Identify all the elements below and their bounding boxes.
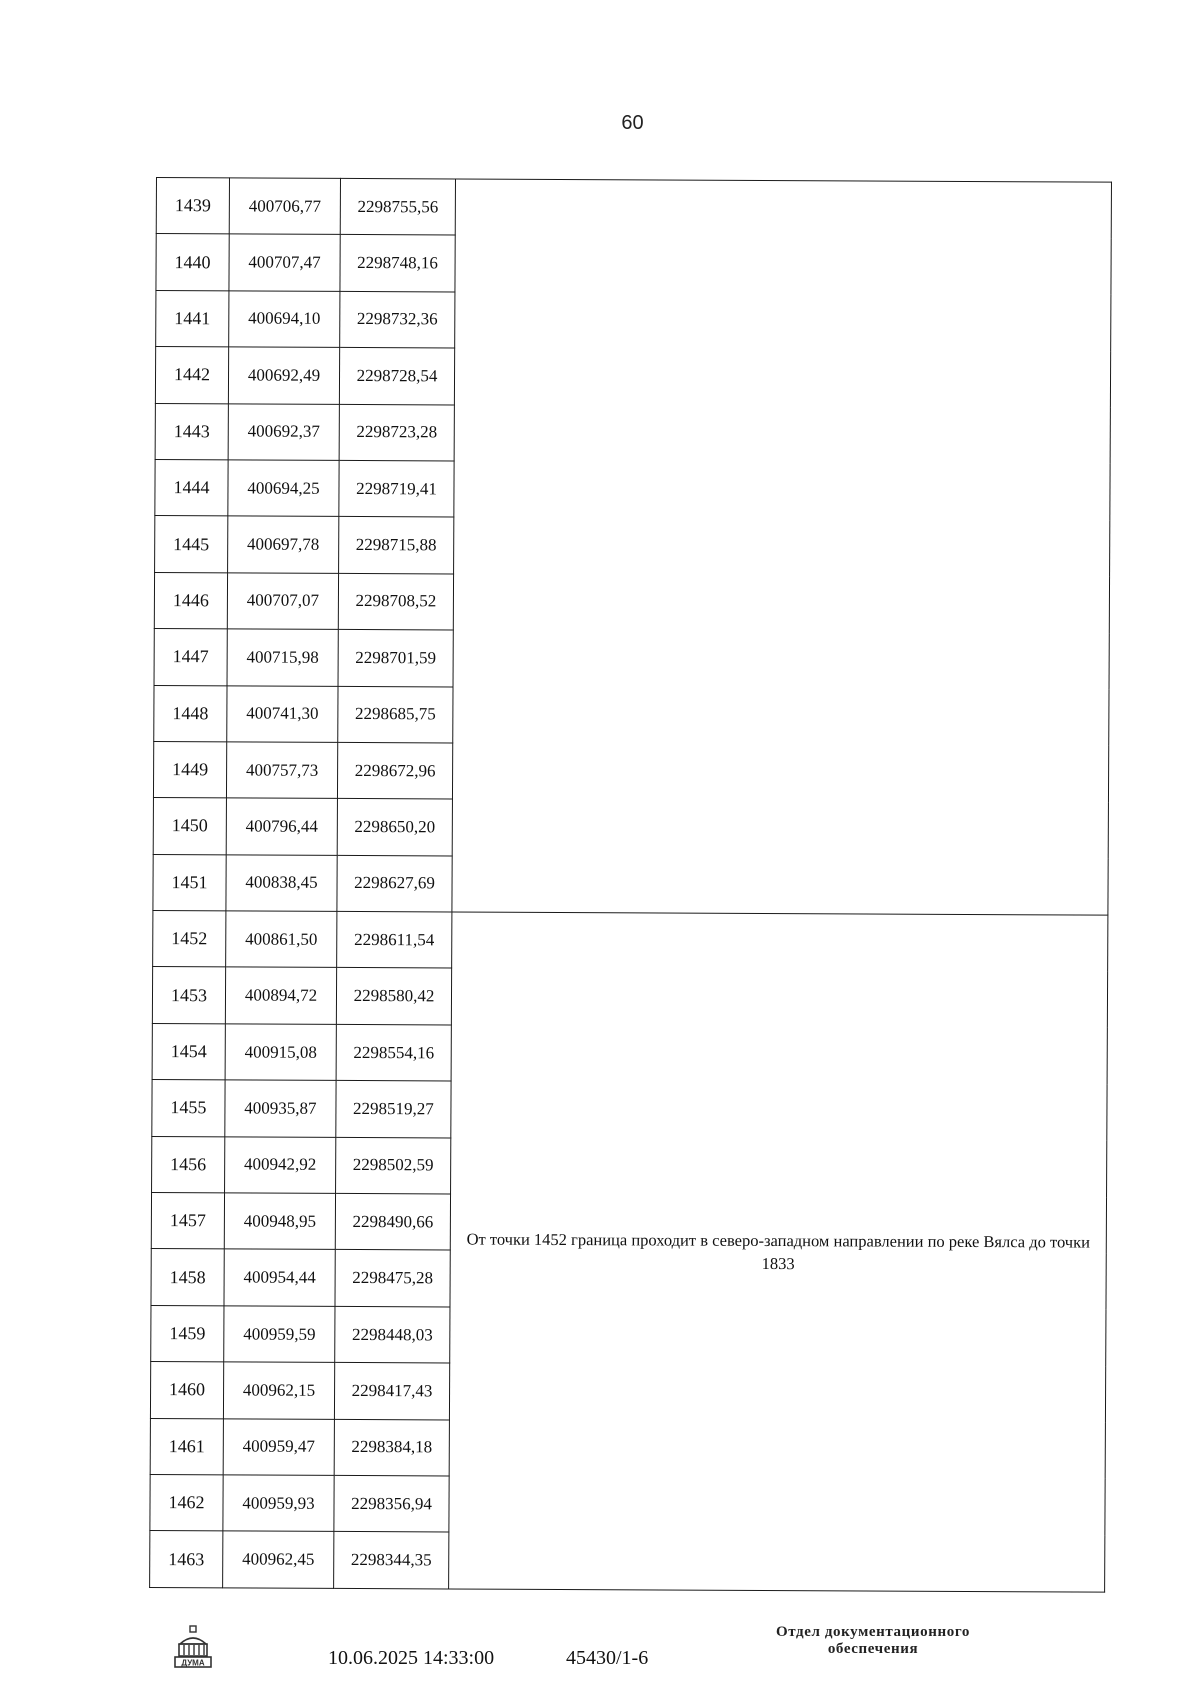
point-number-cell: 1444 — [155, 459, 228, 516]
y-coordinate-cell: 2298554,16 — [336, 1024, 451, 1081]
coordinates-table — [149, 177, 1112, 1593]
point-number-cell: 1439 — [156, 178, 229, 235]
x-coordinate-cell: 400707,07 — [227, 573, 338, 630]
x-coordinate-cell: 400694,25 — [228, 460, 339, 517]
x-coordinate-cell: 400692,37 — [228, 403, 339, 460]
table-row — [153, 911, 1108, 972]
x-coordinate-cell: 400915,08 — [225, 1024, 336, 1081]
point-number-cell: 1447 — [154, 629, 227, 686]
y-coordinate-cell: 2298650,20 — [337, 799, 452, 856]
y-coordinate-cell: 2298719,41 — [339, 460, 454, 517]
point-number-cell: 1451 — [153, 854, 226, 911]
y-coordinate-cell: 2298580,42 — [336, 968, 451, 1025]
point-number-cell: 1448 — [154, 685, 227, 742]
x-coordinate-cell: 400959,93 — [223, 1475, 334, 1532]
point-number-cell: 1440 — [156, 234, 229, 291]
point-number-cell: 1449 — [153, 741, 226, 798]
y-coordinate-cell: 2298685,75 — [338, 686, 453, 743]
x-coordinate-cell: 400741,30 — [227, 685, 338, 742]
point-number-cell: 1458 — [151, 1249, 224, 1306]
y-coordinate-cell: 2298384,18 — [334, 1419, 449, 1476]
point-number-cell: 1461 — [150, 1418, 223, 1475]
boundary-description-cell: От точки 1452 граница проходит в северо-западном направлении по реке Вялса до точки 1833 — [449, 912, 1108, 1592]
y-coordinate-cell: 2298672,96 — [337, 742, 452, 799]
y-coordinate-cell: 2298344,35 — [334, 1532, 449, 1589]
x-coordinate-cell: 400942,92 — [225, 1136, 336, 1193]
x-coordinate-cell: 400715,98 — [227, 629, 338, 686]
y-coordinate-cell: 2298732,36 — [340, 291, 455, 348]
x-coordinate-cell: 400694,10 — [229, 291, 340, 348]
point-number-cell: 1456 — [152, 1136, 225, 1193]
point-number-cell: 1460 — [150, 1362, 223, 1419]
point-number-cell: 1462 — [150, 1474, 223, 1531]
stamp-line-1: Отдел документационного — [776, 1624, 970, 1640]
y-coordinate-cell: 2298755,56 — [340, 178, 455, 235]
y-coordinate-cell: 2298519,27 — [336, 1081, 451, 1138]
x-coordinate-cell: 400707,47 — [229, 234, 340, 291]
y-coordinate-cell: 2298701,59 — [338, 630, 453, 687]
point-number-cell: 1453 — [152, 967, 225, 1024]
point-number-cell: 1454 — [152, 1023, 225, 1080]
page-number: 60 — [621, 112, 644, 134]
point-number-cell: 1441 — [156, 290, 229, 347]
point-number-cell: 1452 — [153, 911, 226, 968]
description-cell-empty — [452, 179, 1112, 915]
logo-text: ДУМА — [181, 1658, 205, 1668]
x-coordinate-cell: 400935,87 — [225, 1080, 336, 1137]
coordinates-table-body — [150, 178, 1112, 1593]
x-coordinate-cell: 400962,15 — [223, 1362, 334, 1419]
point-number-cell: 1455 — [152, 1080, 225, 1137]
x-coordinate-cell: 400894,72 — [225, 967, 336, 1024]
footer-doc-code: 45430/1-6 — [566, 1647, 649, 1669]
x-coordinate-cell: 400692,49 — [228, 347, 339, 404]
duma-logo-icon — [172, 1624, 214, 1670]
y-coordinate-cell: 2298728,54 — [339, 348, 454, 405]
y-coordinate-cell: 2298611,54 — [337, 911, 452, 968]
point-number-cell: 1442 — [155, 347, 228, 404]
x-coordinate-cell: 400861,50 — [226, 911, 337, 968]
point-number-cell: 1445 — [155, 516, 228, 573]
point-number-cell: 1443 — [155, 403, 228, 460]
point-number-cell: 1459 — [151, 1305, 224, 1362]
x-coordinate-cell: 400962,45 — [223, 1531, 334, 1588]
y-coordinate-cell: 2298723,28 — [339, 404, 454, 461]
x-coordinate-cell: 400954,44 — [224, 1249, 335, 1306]
y-coordinate-cell: 2298748,16 — [340, 235, 455, 292]
point-number-cell: 1450 — [153, 798, 226, 855]
y-coordinate-cell: 2298417,43 — [334, 1363, 449, 1420]
x-coordinate-cell: 400697,78 — [228, 516, 339, 573]
x-coordinate-cell: 400796,44 — [226, 798, 337, 855]
y-coordinate-cell: 2298475,28 — [335, 1250, 450, 1307]
x-coordinate-cell: 400838,45 — [226, 855, 337, 912]
y-coordinate-cell: 2298708,52 — [338, 573, 453, 630]
y-coordinate-cell: 2298490,66 — [335, 1193, 450, 1250]
x-coordinate-cell: 400959,47 — [223, 1418, 334, 1475]
y-coordinate-cell: 2298448,03 — [335, 1306, 450, 1363]
x-coordinate-cell: 400959,59 — [224, 1306, 335, 1363]
coordinates-table-wrapper — [149, 177, 1112, 1593]
x-coordinate-cell: 400757,73 — [226, 742, 337, 799]
y-coordinate-cell: 2298715,88 — [339, 517, 454, 574]
y-coordinate-cell: 2298627,69 — [337, 855, 452, 912]
department-stamp — [728, 1624, 1018, 1658]
stamp-line-2: обеспечения — [827, 1641, 919, 1657]
point-number-cell: 1446 — [154, 572, 227, 629]
point-number-cell: 1463 — [150, 1531, 223, 1588]
point-number-cell: 1457 — [151, 1193, 224, 1250]
x-coordinate-cell: 400948,95 — [224, 1193, 335, 1250]
footer-datetime: 10.06.2025 14:33:00 — [328, 1647, 495, 1669]
table-row — [156, 178, 1111, 239]
y-coordinate-cell: 2298502,59 — [336, 1137, 451, 1194]
x-coordinate-cell: 400706,77 — [229, 178, 340, 235]
y-coordinate-cell: 2298356,94 — [334, 1475, 449, 1532]
